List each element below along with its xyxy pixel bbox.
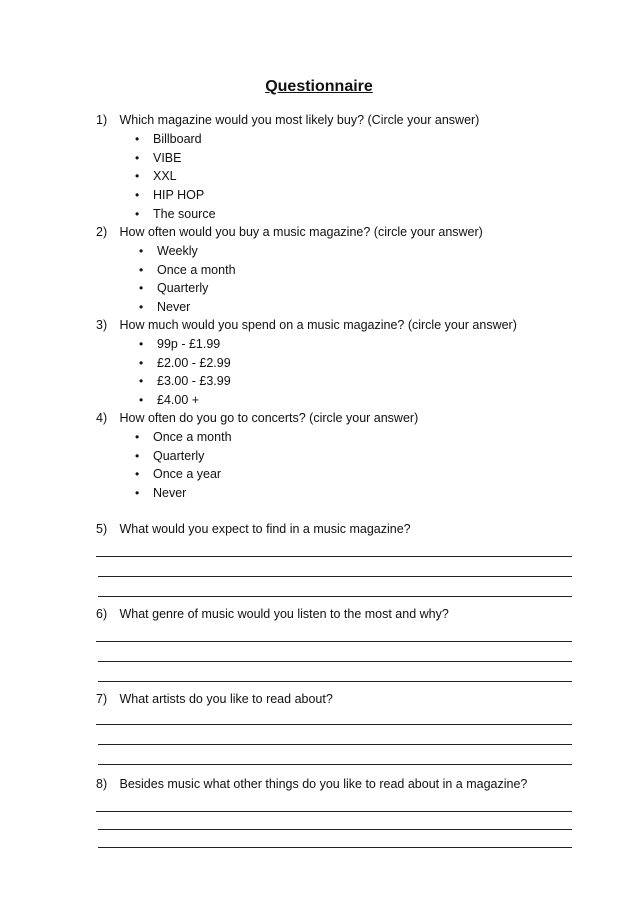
answer-line[interactable] bbox=[96, 724, 572, 725]
option-q1-5[interactable] bbox=[135, 206, 216, 222]
bullet-icon: • bbox=[135, 169, 140, 183]
option-q4-3[interactable] bbox=[135, 466, 221, 482]
bullet-icon: • bbox=[139, 281, 144, 295]
question-number: 8) bbox=[96, 777, 108, 791]
bullet-icon: • bbox=[135, 132, 140, 146]
answer-line[interactable] bbox=[98, 681, 572, 682]
option-label: Once a month bbox=[157, 263, 236, 277]
question-number: 3) bbox=[96, 318, 108, 332]
option-label: Billboard bbox=[153, 132, 202, 146]
option-label: The source bbox=[153, 207, 216, 221]
answer-line[interactable] bbox=[98, 661, 572, 662]
answer-line[interactable] bbox=[98, 764, 572, 765]
question-number: 5) bbox=[96, 522, 108, 536]
question-2 bbox=[96, 224, 483, 240]
bullet-icon: • bbox=[135, 151, 140, 165]
question-number: 1) bbox=[96, 113, 108, 127]
question-number: 7) bbox=[96, 692, 108, 706]
answer-line[interactable] bbox=[98, 744, 572, 745]
bullet-icon: • bbox=[139, 244, 144, 258]
question-text: How often do you go to concerts? (circle your answer) bbox=[119, 411, 419, 425]
option-q1-2[interactable] bbox=[135, 150, 182, 166]
option-label: VIBE bbox=[153, 151, 182, 165]
question-7 bbox=[96, 691, 333, 707]
question-5 bbox=[96, 521, 411, 537]
question-text: How often would you buy a music magazine? (circle your answer) bbox=[119, 225, 483, 239]
bullet-icon: • bbox=[139, 337, 144, 351]
option-label: £2.00 - £2.99 bbox=[157, 356, 231, 370]
bullet-icon: • bbox=[139, 393, 144, 407]
bullet-icon: • bbox=[135, 467, 140, 481]
option-label: Never bbox=[153, 486, 187, 500]
question-6 bbox=[96, 606, 449, 622]
option-label: Quarterly bbox=[153, 449, 205, 463]
option-label: £4.00 + bbox=[157, 393, 200, 407]
bullet-icon: • bbox=[135, 207, 140, 221]
option-q2-2[interactable] bbox=[139, 262, 236, 278]
option-q2-3[interactable] bbox=[139, 280, 208, 296]
option-label: XXL bbox=[153, 169, 177, 183]
question-1 bbox=[96, 112, 479, 128]
answer-line[interactable] bbox=[96, 811, 572, 812]
question-3 bbox=[96, 317, 517, 333]
question-number: 4) bbox=[96, 411, 108, 425]
bullet-icon: • bbox=[139, 263, 144, 277]
question-text: What genre of music would you listen to the most and why? bbox=[119, 607, 449, 621]
option-label: HIP HOP bbox=[153, 188, 205, 202]
question-4 bbox=[96, 410, 418, 426]
bullet-icon: • bbox=[135, 486, 140, 500]
question-text: Besides music what other things do you like to read about in a magazine? bbox=[119, 777, 528, 791]
option-q3-2[interactable] bbox=[139, 355, 231, 371]
question-8 bbox=[96, 776, 527, 792]
answer-line[interactable] bbox=[98, 829, 572, 830]
option-q3-3[interactable] bbox=[139, 373, 231, 389]
answer-line[interactable] bbox=[96, 641, 572, 642]
question-number: 6) bbox=[96, 607, 108, 621]
answer-line[interactable] bbox=[96, 556, 572, 557]
option-q2-4[interactable] bbox=[139, 299, 190, 315]
option-label: £3.00 - £3.99 bbox=[157, 374, 231, 388]
question-text: How much would you spend on a music magazine? (circle your answer) bbox=[119, 318, 517, 332]
bullet-icon: • bbox=[135, 188, 140, 202]
answer-line[interactable] bbox=[98, 576, 572, 577]
option-q4-1[interactable] bbox=[135, 429, 232, 445]
bullet-icon: • bbox=[139, 300, 144, 314]
option-q4-4[interactable] bbox=[135, 485, 186, 501]
option-label: Once a month bbox=[153, 430, 232, 444]
option-label: Weekly bbox=[157, 244, 198, 258]
question-text: What would you expect to find in a music magazine? bbox=[119, 522, 411, 536]
option-q3-4[interactable] bbox=[139, 392, 199, 408]
bullet-icon: • bbox=[135, 430, 140, 444]
question-number: 2) bbox=[96, 225, 108, 239]
bullet-icon: • bbox=[139, 374, 144, 388]
question-text: What artists do you like to read about? bbox=[119, 692, 333, 706]
option-label: 99p - £1.99 bbox=[157, 337, 221, 351]
option-label: Once a year bbox=[153, 467, 222, 481]
option-q1-4[interactable] bbox=[135, 187, 204, 203]
option-label: Quarterly bbox=[157, 281, 209, 295]
option-q3-1[interactable] bbox=[139, 336, 220, 352]
bullet-icon: • bbox=[135, 449, 140, 463]
question-text: Which magazine would you most likely buy? (Circle your answer) bbox=[119, 113, 480, 127]
answer-line[interactable] bbox=[98, 596, 572, 597]
answer-line[interactable] bbox=[98, 847, 572, 848]
option-q1-3[interactable] bbox=[135, 168, 177, 184]
option-q4-2[interactable] bbox=[135, 448, 204, 464]
page-title: Questionnaire bbox=[265, 78, 373, 95]
option-q1-1[interactable] bbox=[135, 131, 202, 147]
bullet-icon: • bbox=[139, 356, 144, 370]
option-q2-1[interactable] bbox=[139, 243, 198, 259]
option-label: Never bbox=[157, 300, 191, 314]
